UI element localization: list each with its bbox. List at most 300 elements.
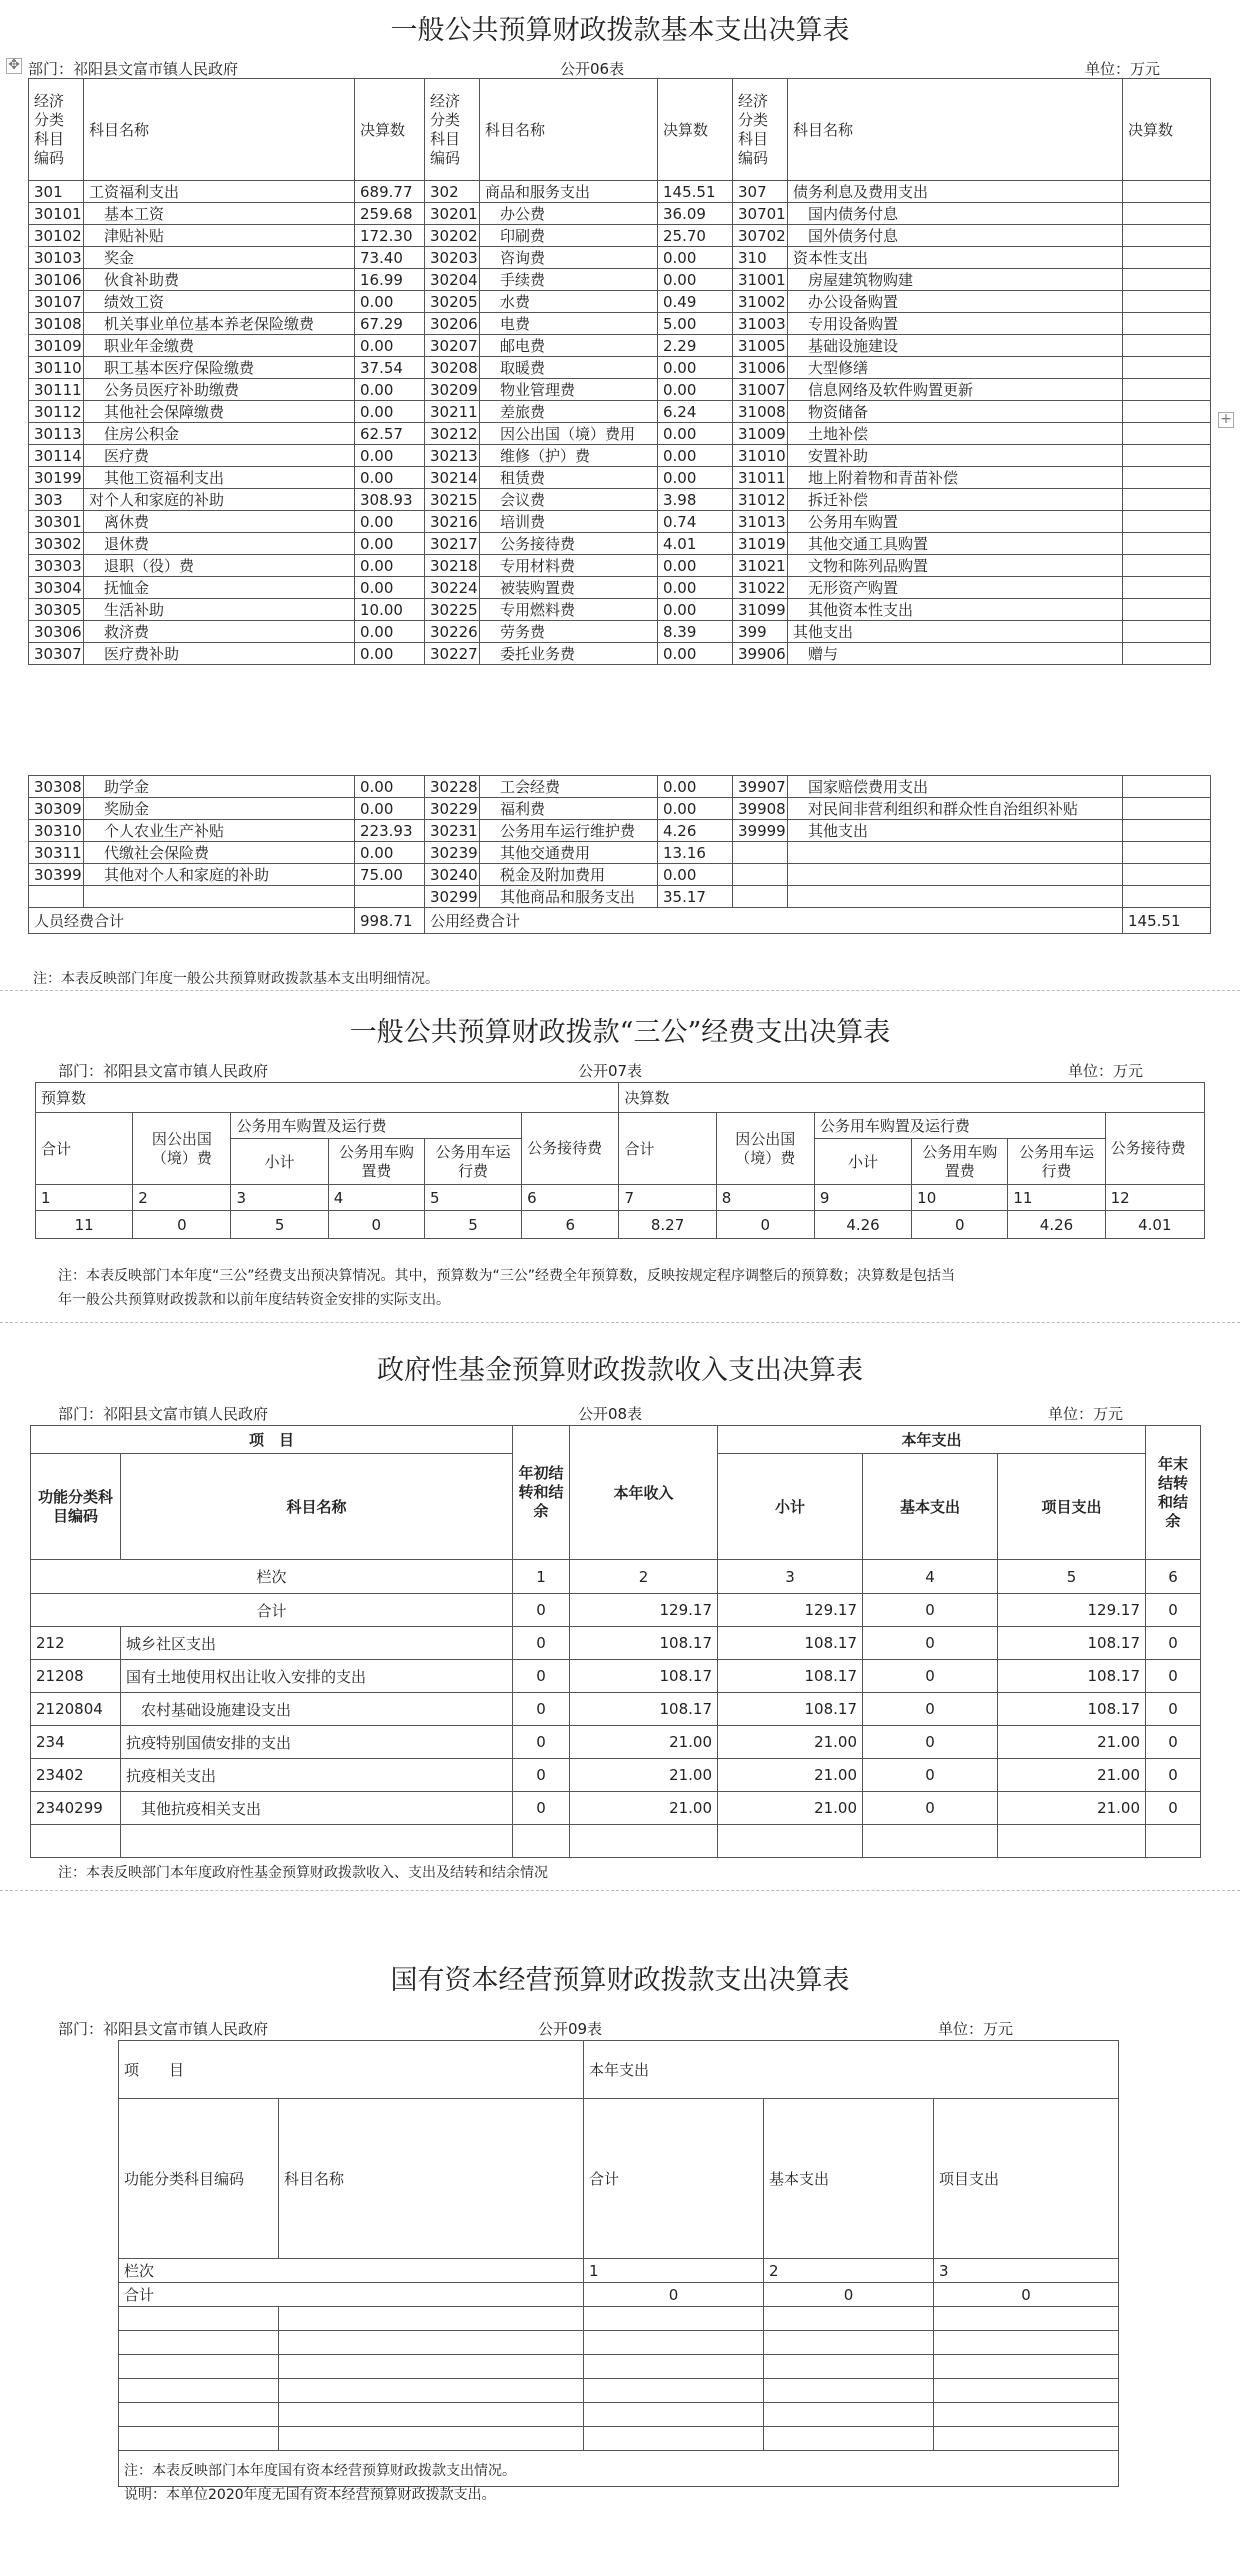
value-cell: 11 — [36, 1211, 133, 1239]
table-row — [29, 643, 1211, 665]
table-cell: 30201 — [425, 203, 480, 225]
table-cell: 国内债务付息 — [788, 203, 1123, 225]
table-cell: 25.70 — [658, 225, 733, 247]
table-row — [29, 599, 1211, 621]
table-cell: 0.00 — [355, 643, 425, 665]
table-cell: 31008 — [733, 401, 788, 423]
table-cell: 35.17 — [658, 886, 733, 908]
index-label: 栏次 — [31, 1560, 513, 1594]
table-cell: 31011 — [733, 467, 788, 489]
table-cell — [1123, 864, 1211, 886]
project-header: 项目支出 — [998, 1454, 1146, 1560]
value-cell: 21.00 — [998, 1759, 1146, 1792]
table-cell: 31003 — [733, 313, 788, 335]
index-cell: 7 — [619, 1185, 716, 1211]
table-cell: 30310 — [29, 820, 84, 842]
table-row — [31, 1759, 1201, 1792]
value-cell: 108.17 — [570, 1693, 718, 1726]
table-cell: 30211 — [425, 401, 480, 423]
basic-header: 基本支出 — [863, 1454, 998, 1560]
table07-title: 一般公共预算财政拨款“三公”经费支出决算表 — [349, 1017, 891, 1048]
table-row — [29, 489, 1211, 511]
value-cell: 108.17 — [718, 1693, 863, 1726]
empty-cell — [279, 2331, 584, 2355]
table06-note: 注：本表反映部门年度一般公共预算财政拨款基本支出明细情况。 — [33, 971, 439, 987]
table-cell: 30702 — [733, 225, 788, 247]
table-cell: 国外债务付息 — [788, 225, 1123, 247]
table-cell: 助学金 — [84, 776, 355, 798]
table-cell: 30231 — [425, 820, 480, 842]
table-cell — [1123, 225, 1211, 247]
table-cell: 其他工资福利支出 — [84, 467, 355, 489]
final-subtotal-header: 小计 — [814, 1139, 911, 1185]
table-cell: 5.00 — [658, 313, 733, 335]
value-cell: 108.17 — [570, 1660, 718, 1693]
value-cell: 0 — [863, 1693, 998, 1726]
table-cell: 30229 — [425, 798, 480, 820]
table08-index-row — [31, 1560, 1201, 1594]
table-row — [29, 798, 1211, 820]
index-cell: 11 — [1008, 1185, 1105, 1211]
value-cell: 0 — [1146, 1792, 1201, 1825]
table-row — [29, 181, 1211, 203]
table-cell: 30106 — [29, 269, 84, 291]
index-cell: 3 — [718, 1560, 863, 1594]
table-cell: 39999 — [733, 820, 788, 842]
table-cell: 30218 — [425, 555, 480, 577]
table-cell: 其他交通费用 — [480, 842, 658, 864]
table-cell: 公务用车购置 — [788, 511, 1123, 533]
table07-note-1: 注：本表反映部门本年度“三公”经费支出预决算情况。其中，预算数为“三公”经费全年预算数，反映按规定程序调整后的预算数；决算数是包括当 — [58, 1268, 956, 1284]
value-cell: 108.17 — [998, 1693, 1146, 1726]
value-cell: 0 — [513, 1693, 570, 1726]
header-amount-1: 决算数 — [355, 79, 425, 181]
personnel-total-label: 人员经费合计 — [29, 908, 355, 934]
table-cell: 223.93 — [355, 820, 425, 842]
item-header: 项 目 — [119, 2041, 584, 2099]
table-cell: 30202 — [425, 225, 480, 247]
table-cell: 30207 — [425, 335, 480, 357]
index-cell: 4 — [328, 1185, 424, 1211]
table-cell: 培训费 — [480, 511, 658, 533]
table-cell: 资本性支出 — [788, 247, 1123, 269]
table-cell: 0.00 — [658, 445, 733, 467]
page-separator — [0, 1890, 1240, 1892]
value-cell: 0 — [513, 1792, 570, 1825]
table-cell — [1123, 643, 1211, 665]
index-cell: 3 — [231, 1185, 328, 1211]
table-cell: 0.00 — [658, 555, 733, 577]
empty-row — [119, 2403, 1119, 2427]
table-cell — [1123, 445, 1211, 467]
table07-note-2: 年一般公共预算财政拨款和以前年度结转资金安排的实际支出。 — [58, 1292, 450, 1308]
table-cell: 其他商品和服务支出 — [480, 886, 658, 908]
table-cell — [1123, 533, 1211, 555]
table-cell: 75.00 — [355, 864, 425, 886]
table-cell — [1123, 776, 1211, 798]
value-cell: 21.00 — [570, 1792, 718, 1825]
table-cell: 30224 — [425, 577, 480, 599]
table08-dept: 部门：祁阳县文富市镇人民政府 — [58, 1405, 269, 1423]
table-cell: 30701 — [733, 203, 788, 225]
table-cell — [733, 864, 788, 886]
table-cell: 医疗费 — [84, 445, 355, 467]
table-cell: 172.30 — [355, 225, 425, 247]
table09-note-2: 说明：本单位2020年度无国有资本经营预算财政拨款支出。 — [124, 2487, 496, 2503]
table-cell: 30303 — [29, 555, 84, 577]
table-move-handle-icon[interactable]: ✥ — [6, 58, 22, 74]
table-cell: 差旅费 — [480, 401, 658, 423]
table-row — [29, 467, 1211, 489]
table-cell: 文物和陈列品购置 — [788, 555, 1123, 577]
table-cell: 310 — [733, 247, 788, 269]
table-cell: 31010 — [733, 445, 788, 467]
table-cell: 伙食补助费 — [84, 269, 355, 291]
table-cell — [733, 842, 788, 864]
table-row — [31, 1627, 1201, 1660]
total-cell: 0 — [513, 1594, 570, 1627]
table-cell: 30102 — [29, 225, 84, 247]
basic-header: 基本支出 — [764, 2099, 934, 2259]
value-cell: 4.26 — [814, 1211, 911, 1239]
table-cell: 13.16 — [658, 842, 733, 864]
table-cell: 30240 — [425, 864, 480, 886]
value-cell: 0 — [863, 1726, 998, 1759]
table-row — [31, 1693, 1201, 1726]
table-cell: 国家赔偿费用支出 — [788, 776, 1123, 798]
table-cell: 31009 — [733, 423, 788, 445]
code-cell: 234 — [31, 1726, 121, 1759]
table-cell: 30112 — [29, 401, 84, 423]
table-cell: 医疗费补助 — [84, 643, 355, 665]
value-cell: 8.27 — [619, 1211, 716, 1239]
table-cell: 30208 — [425, 357, 480, 379]
table06-lower — [28, 775, 1211, 934]
header-name-3: 科目名称 — [788, 79, 1123, 181]
index-cell: 1 — [36, 1185, 133, 1211]
table-cell: 30307 — [29, 643, 84, 665]
name-header: 科目名称 — [121, 1454, 513, 1560]
empty-cell — [584, 2379, 764, 2403]
table-cell — [1123, 621, 1211, 643]
empty-row — [119, 2379, 1119, 2403]
table-cell: 2.29 — [658, 335, 733, 357]
value-cell: 0 — [513, 1759, 570, 1792]
value-cell: 0 — [1146, 1759, 1201, 1792]
value-cell: 0 — [1146, 1693, 1201, 1726]
final-total-header: 合计 — [619, 1113, 716, 1185]
empty-cell — [764, 2355, 934, 2379]
table-cell: 拆迁补偿 — [788, 489, 1123, 511]
value-cell: 108.17 — [718, 1627, 863, 1660]
index-cell: 9 — [814, 1185, 911, 1211]
table-cell: 30215 — [425, 489, 480, 511]
index-cell: 1 — [513, 1560, 570, 1594]
table-cell — [29, 886, 84, 908]
value-cell: 0 — [912, 1211, 1008, 1239]
table-row — [29, 886, 1211, 908]
table-cell: 39906 — [733, 643, 788, 665]
value-cell: 5 — [424, 1211, 521, 1239]
table-cell: 10.00 — [355, 599, 425, 621]
table08-empty-row — [31, 1825, 1201, 1858]
table09 — [118, 2040, 1119, 2487]
table-cell: 0.00 — [355, 401, 425, 423]
table-cell: 会议费 — [480, 489, 658, 511]
table-row — [29, 776, 1211, 798]
empty-cell — [119, 2427, 279, 2451]
table07-code: 公开07表 — [578, 1062, 643, 1080]
code-cell: 2120804 — [31, 1693, 121, 1726]
table-cell: 303 — [29, 489, 84, 511]
page-separator — [0, 990, 1240, 992]
total-cell: 0 — [584, 2283, 764, 2307]
table-cell: 689.77 — [355, 181, 425, 203]
value-cell: 0 — [1146, 1726, 1201, 1759]
table-cell: 0.00 — [355, 776, 425, 798]
project-header: 项目支出 — [934, 2099, 1119, 2259]
table06-code: 公开06表 — [560, 60, 625, 78]
table-cell: 工会经费 — [480, 776, 658, 798]
table-cell: 0.00 — [355, 511, 425, 533]
table-cell: 30205 — [425, 291, 480, 313]
empty-cell — [934, 2355, 1119, 2379]
empty-cell — [764, 2427, 934, 2451]
table-cell: 30306 — [29, 621, 84, 643]
table09-dept: 部门：祁阳县文富市镇人民政府 — [58, 2020, 269, 2038]
table-row — [31, 1726, 1201, 1759]
empty-cell — [584, 2403, 764, 2427]
item-header: 项 目 — [31, 1426, 513, 1454]
table-cell: 39908 — [733, 798, 788, 820]
table-cell: 代缴社会保险费 — [84, 842, 355, 864]
table09-index-row — [119, 2259, 1119, 2283]
total-cell: 0 — [863, 1594, 998, 1627]
table-cell: 0.00 — [658, 247, 733, 269]
table-cell: 0.00 — [658, 467, 733, 489]
subtotal-header: 小计 — [718, 1454, 863, 1560]
code-header: 功能分类科目编码 — [31, 1454, 121, 1560]
table-cell: 对民间非营利组织和群众性自治组织补贴 — [788, 798, 1123, 820]
table07-value-row — [36, 1211, 1205, 1239]
index-cell: 5 — [424, 1185, 521, 1211]
table-cell: 30301 — [29, 511, 84, 533]
table-cell: 36.09 — [658, 203, 733, 225]
table-cell: 生活补助 — [84, 599, 355, 621]
final-abroad-header: 因公出国（境）费 — [716, 1113, 814, 1185]
table-cell: 信息网络及软件购置更新 — [788, 379, 1123, 401]
table-cell: 30203 — [425, 247, 480, 269]
final-purchase-header: 公务用车购置费 — [912, 1139, 1008, 1185]
total-label: 合计 — [31, 1594, 513, 1627]
name-header: 科目名称 — [279, 2099, 584, 2259]
table-cell — [1123, 423, 1211, 445]
table-cell: 奖励金 — [84, 798, 355, 820]
table09-code: 公开09表 — [538, 2020, 603, 2038]
table-row — [29, 621, 1211, 643]
table09-unit: 单位：万元 — [938, 2020, 1014, 2038]
table-cell — [1123, 401, 1211, 423]
table-row — [29, 225, 1211, 247]
value-cell: 21.00 — [718, 1726, 863, 1759]
table-cell: 145.51 — [658, 181, 733, 203]
index-cell: 2 — [764, 2259, 934, 2283]
table-cell: 30101 — [29, 203, 84, 225]
table-row — [29, 820, 1211, 842]
table-cell: 30225 — [425, 599, 480, 621]
header-name-2: 科目名称 — [480, 79, 658, 181]
table-cell: 其他资本性支出 — [788, 599, 1123, 621]
table-row — [31, 1660, 1201, 1693]
table-cell: 专用材料费 — [480, 555, 658, 577]
header-name-1: 科目名称 — [84, 79, 355, 181]
index-cell: 5 — [998, 1560, 1146, 1594]
table-cell: 16.99 — [355, 269, 425, 291]
table07-index-row — [36, 1185, 1205, 1211]
table-cell: 专用燃料费 — [480, 599, 658, 621]
table-cell: 0.00 — [355, 621, 425, 643]
table-cell: 房屋建筑物购建 — [788, 269, 1123, 291]
budget-purchase-header: 公务用车购置费 — [328, 1139, 424, 1185]
table-cell: 公务用车运行维护费 — [480, 820, 658, 842]
value-cell: 108.17 — [998, 1660, 1146, 1693]
table-cell: 税金及附加费用 — [480, 864, 658, 886]
empty-row — [119, 2331, 1119, 2355]
table-cell — [1123, 577, 1211, 599]
end-balance-header: 年末结转和结余 — [1146, 1426, 1201, 1560]
table08-title: 政府性基金预算财政拨款收入支出决算表 — [377, 1355, 863, 1386]
table-cell: 物业管理费 — [480, 379, 658, 401]
empty-cell — [584, 2307, 764, 2331]
begin-balance-header: 年初结转和结余 — [513, 1426, 570, 1560]
table-cell: 职业年金缴费 — [84, 335, 355, 357]
table-cell: 咨询费 — [480, 247, 658, 269]
table-row — [29, 379, 1211, 401]
table-cell: 0.00 — [355, 291, 425, 313]
empty-cell — [279, 2403, 584, 2427]
table-cell — [1123, 269, 1211, 291]
total-cell: 129.17 — [718, 1594, 863, 1627]
table06-dept: 部门：祁阳县文富市镇人民政府 — [28, 60, 239, 78]
table-cell: 专用设备购置 — [788, 313, 1123, 335]
index-cell: 2 — [133, 1185, 231, 1211]
table-cell: 30213 — [425, 445, 480, 467]
table-cell: 0.00 — [658, 423, 733, 445]
table-row — [29, 247, 1211, 269]
table-cell: 30212 — [425, 423, 480, 445]
table-cell: 绩效工资 — [84, 291, 355, 313]
table07 — [35, 1082, 1205, 1239]
table-cell: 个人农业生产补贴 — [84, 820, 355, 842]
table06-title: 一般公共预算财政拨款基本支出决算表 — [390, 15, 850, 46]
budget-reception-header: 公务接待费 — [522, 1113, 619, 1185]
final-vehicle-header: 公务用车购置及运行费 — [814, 1113, 1105, 1139]
table08-total-row — [31, 1594, 1201, 1627]
value-cell: 21.00 — [570, 1759, 718, 1792]
table-cell: 0.00 — [355, 555, 425, 577]
add-row-handle-icon[interactable]: + — [1218, 412, 1234, 428]
table-cell: 30111 — [29, 379, 84, 401]
name-cell: 抗疫相关支出 — [121, 1759, 513, 1792]
table-cell: 30109 — [29, 335, 84, 357]
total-label: 合计 — [119, 2283, 584, 2307]
table-cell — [1123, 247, 1211, 269]
empty-row — [119, 2307, 1119, 2331]
total-cell: 0 — [934, 2283, 1119, 2307]
table-cell: 津贴补贴 — [84, 225, 355, 247]
table-cell: 301 — [29, 181, 84, 203]
table-cell: 邮电费 — [480, 335, 658, 357]
table-cell: 办公费 — [480, 203, 658, 225]
table-row — [29, 203, 1211, 225]
empty-cell — [119, 2307, 279, 2331]
table-cell: 0.00 — [658, 269, 733, 291]
public-total-label: 公用经费合计 — [425, 908, 1123, 934]
value-cell: 21.00 — [998, 1792, 1146, 1825]
table-cell — [1123, 291, 1211, 313]
table-cell: 30399 — [29, 864, 84, 886]
value-cell: 4.01 — [1105, 1211, 1204, 1239]
table-cell: 0.00 — [355, 335, 425, 357]
total-cell: 0 — [764, 2283, 934, 2307]
income-header: 本年收入 — [570, 1426, 718, 1560]
table-cell: 基本工资 — [84, 203, 355, 225]
table-cell: 0.00 — [658, 864, 733, 886]
index-cell: 6 — [1146, 1560, 1201, 1594]
table-cell: 30103 — [29, 247, 84, 269]
table-cell: 奖金 — [84, 247, 355, 269]
table-cell: 赠与 — [788, 643, 1123, 665]
final-run-header: 公务用车运行费 — [1008, 1139, 1105, 1185]
index-cell: 3 — [934, 2259, 1119, 2283]
table-row — [29, 511, 1211, 533]
table-cell: 30311 — [29, 842, 84, 864]
empty-cell — [279, 2427, 584, 2451]
table-cell: 0.00 — [658, 379, 733, 401]
personnel-total-value: 998.71 — [355, 908, 425, 934]
table-cell: 福利费 — [480, 798, 658, 820]
budget-abroad-header: 因公出国（境）费 — [133, 1113, 231, 1185]
table-cell: 其他交通工具购置 — [788, 533, 1123, 555]
value-cell: 108.17 — [718, 1660, 863, 1693]
code-cell: 23402 — [31, 1759, 121, 1792]
table-cell: 30199 — [29, 467, 84, 489]
value-cell: 0 — [863, 1627, 998, 1660]
table-cell — [1123, 798, 1211, 820]
table-cell: 30209 — [425, 379, 480, 401]
table-cell: 救济费 — [84, 621, 355, 643]
table-cell: 30216 — [425, 511, 480, 533]
table-cell: 31013 — [733, 511, 788, 533]
table-cell: 0.00 — [658, 643, 733, 665]
table-row — [29, 335, 1211, 357]
name-cell: 城乡社区支出 — [121, 1627, 513, 1660]
table-cell — [1123, 379, 1211, 401]
table-cell: 31007 — [733, 379, 788, 401]
empty-cell — [764, 2331, 934, 2355]
table-cell — [1123, 842, 1211, 864]
table-row — [29, 401, 1211, 423]
table-cell: 其他支出 — [788, 820, 1123, 842]
table-cell: 31022 — [733, 577, 788, 599]
table-cell: 8.39 — [658, 621, 733, 643]
budget-subtotal-header: 小计 — [231, 1139, 328, 1185]
table-cell: 职工基本医疗保险缴费 — [84, 357, 355, 379]
table-cell: 62.57 — [355, 423, 425, 445]
empty-cell — [119, 2355, 279, 2379]
table-cell — [1123, 599, 1211, 621]
table-cell: 0.00 — [355, 577, 425, 599]
